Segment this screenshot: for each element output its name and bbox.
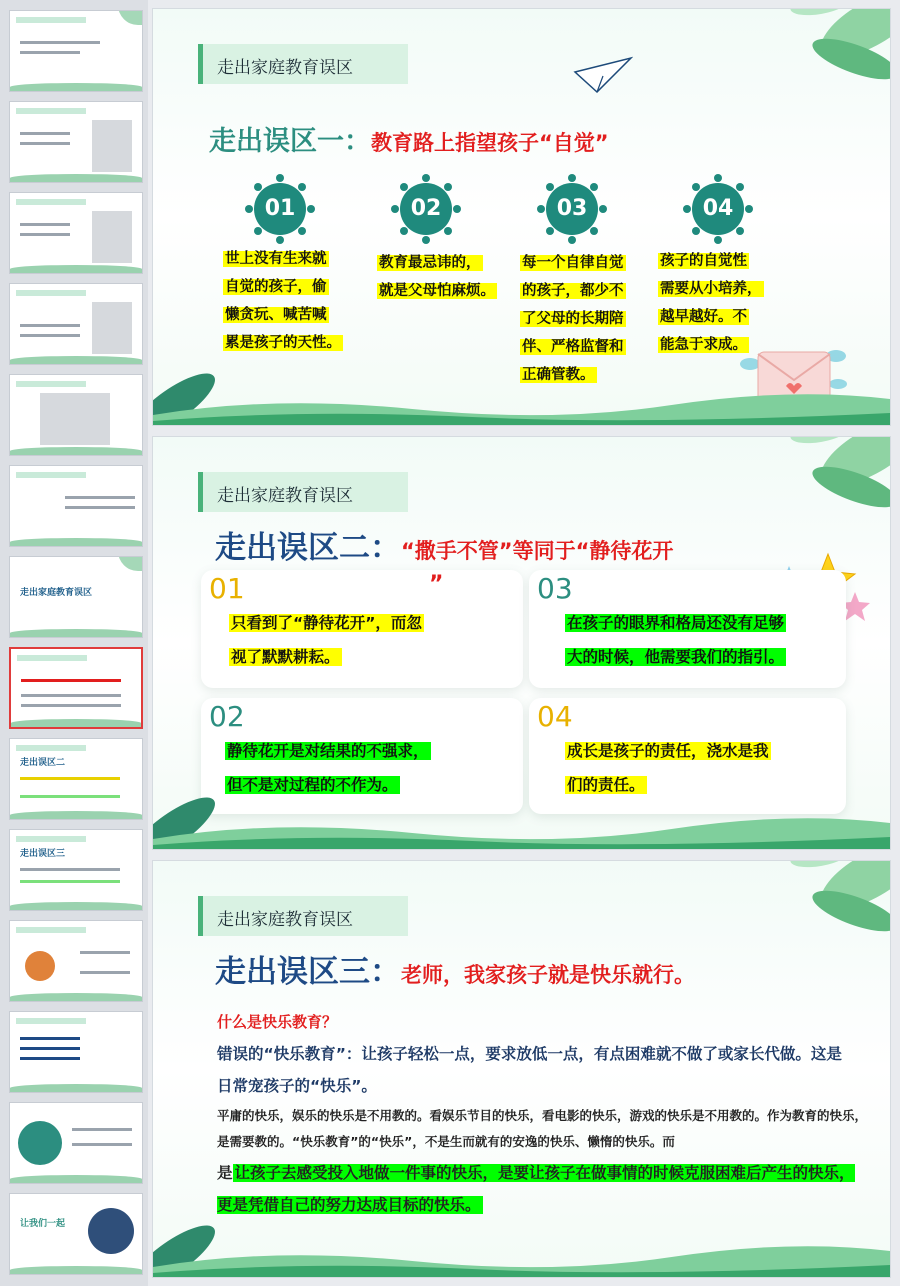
point-text-02: 教育最忌讳的， 就是父母怕麻烦。 xyxy=(379,255,495,299)
gear-badge-icon xyxy=(245,174,315,244)
card-text: 在孩子的眼界和格局还没有足够 大的时候，他需要我们的指引。 xyxy=(567,614,785,666)
card-02 xyxy=(201,698,523,814)
gear-badge-icon xyxy=(683,174,753,244)
point-text-01: 世上没有生来就 自觉的孩子，偷 懒贪玩、喊苦喊 累是孩子的天性。 xyxy=(225,251,341,351)
slide-thumbnail-5[interactable] xyxy=(9,374,143,456)
thumb-title: 走出误区二 xyxy=(20,758,66,768)
card-number: 03 xyxy=(537,572,573,605)
paragraph-real-happiness: 是 让孩子去感受投入地做一件事的快乐，是要让孩子在做事情的时候克服困难后产生的快乐，更是凭借自己的努力达成目标的快乐。 xyxy=(217,1164,855,1214)
paragraph-mediocre-happiness: 平庸的快乐，娱乐的快乐是不用教的。看娱乐节目的快乐，看电影的快乐，游戏的快乐是不用教的。作为教育的快乐，是需要教的。“快乐教育”的“快乐”，不是生而就有的安逸的快乐、懒惰的快乐。而 xyxy=(217,1108,868,1149)
title-sub: 老师，我家孩子就是快乐就行。 xyxy=(401,963,695,987)
card-text: 成长是孩子的责任，浇水是我 们的责任。 xyxy=(567,742,769,794)
gear-badge-icon xyxy=(537,174,607,244)
card-04 xyxy=(529,698,846,814)
wave-decoration xyxy=(153,385,890,425)
slide-thumbnail-2[interactable] xyxy=(9,101,143,183)
badge-number: 01 xyxy=(264,196,296,221)
slide-title xyxy=(215,946,695,991)
card-number: 01 xyxy=(209,572,245,605)
section-header-label: 走出家庭教育误区 xyxy=(217,486,353,506)
card-number: 04 xyxy=(537,700,573,733)
thumb-title: 走出误区三 xyxy=(20,849,66,859)
point-text-03: 每一个自律自觉 的孩子，都少不 了父母的长期陪 伴、严格监督和 正确管教。 xyxy=(522,255,624,383)
gear-badge-icon xyxy=(391,174,461,244)
slide-misconception-one xyxy=(152,8,891,426)
paragraph-wrong-happy-education: 错误的“快乐教育”：让孩子轻松一点，要求放低一点，有点困难就不做了或家长代做。这是日常宠孩子的“快乐”。 xyxy=(217,1045,842,1095)
slide-thumbnail-13[interactable] xyxy=(9,1102,143,1184)
slide-thumbnail-1[interactable] xyxy=(9,10,143,92)
card-number: 02 xyxy=(209,700,245,733)
thumb-title: 走出家庭教育误区 xyxy=(20,588,93,598)
slide-title xyxy=(215,522,673,567)
question-heading: 什么是快乐教育？ xyxy=(217,1013,338,1031)
slide-thumbnail-3[interactable] xyxy=(9,192,143,274)
badge-number: 04 xyxy=(702,196,734,221)
paper-plane-icon xyxy=(573,54,633,94)
title-main: 走出误区一： xyxy=(209,126,371,157)
card-03 xyxy=(529,570,846,688)
wave-decoration xyxy=(153,1237,890,1277)
slide-title xyxy=(209,119,609,158)
slide-thumbnail-8[interactable] xyxy=(9,647,143,729)
badge-number: 03 xyxy=(556,196,588,221)
title-main: 走出误区三： xyxy=(215,954,401,990)
slide-thumbnail-4[interactable] xyxy=(9,283,143,365)
slide-thumbnail-10[interactable] xyxy=(9,829,143,911)
slide-thumbnail-7[interactable] xyxy=(9,556,143,638)
slide-thumbnail-panel xyxy=(0,0,148,1286)
slide-misconception-three xyxy=(152,860,891,1278)
title-closing-quote: ” xyxy=(429,572,444,597)
title-sub: “撒手不管”等同于“静待花开 xyxy=(401,539,674,563)
slide-thumbnail-11[interactable] xyxy=(9,920,143,1002)
slide-thumbnail-6[interactable] xyxy=(9,465,143,547)
section-header-label: 走出家庭教育误区 xyxy=(217,910,353,930)
section-header xyxy=(198,472,408,512)
slide-misconception-two xyxy=(152,436,891,850)
thumb-title: 让我们一起 xyxy=(20,1219,66,1229)
slide-thumbnail-12[interactable] xyxy=(9,1011,143,1093)
section-header-label: 走出家庭教育误区 xyxy=(217,58,353,78)
section-header xyxy=(198,44,408,84)
title-main: 走出误区二： xyxy=(215,530,401,566)
leaf-decoration-icon xyxy=(760,8,891,104)
leaf-decoration-icon xyxy=(760,436,891,532)
wave-decoration xyxy=(153,809,890,849)
card-text: 只看到了“静待花开”，而忽 视了默默耕耘。 xyxy=(231,614,422,666)
card-01 xyxy=(201,570,523,688)
badge-number: 02 xyxy=(410,196,442,221)
point-text-04: 孩子的自觉性 需要从小培养， 越早越好。不 能急于求成。 xyxy=(660,253,762,353)
slide-thumbnail-9[interactable] xyxy=(9,738,143,820)
card-text: 静待花开是对结果的不强求， 但不是对过程的不作为。 xyxy=(227,742,429,794)
section-header xyxy=(198,896,408,936)
slide-thumbnail-14[interactable] xyxy=(9,1193,143,1275)
title-sub: 教育路上指望孩子“自觉” xyxy=(371,131,609,155)
leaf-decoration-icon xyxy=(760,860,891,956)
